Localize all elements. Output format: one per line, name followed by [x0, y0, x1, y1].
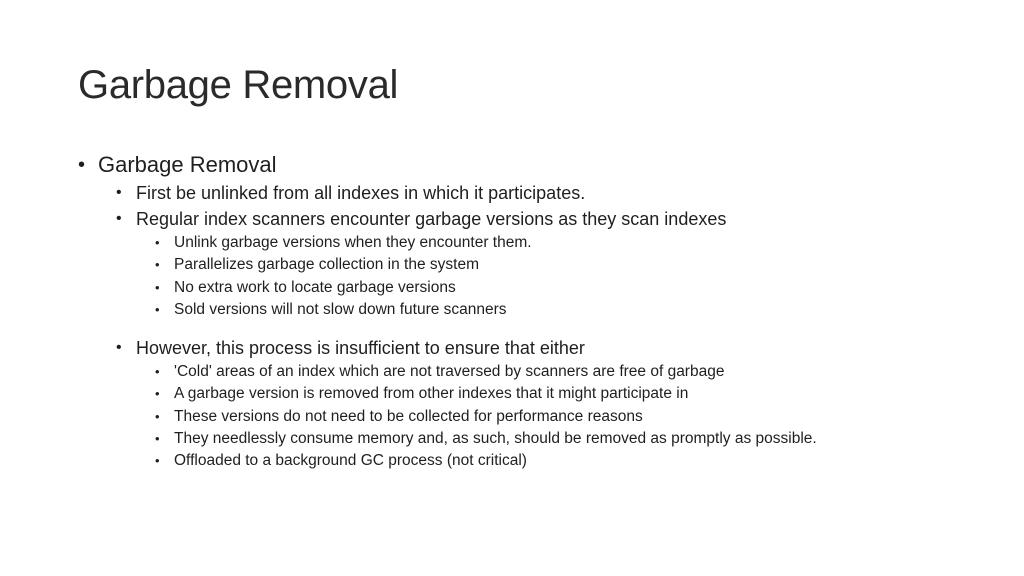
bullet-icon: •: [155, 279, 160, 295]
bullet-item-consume-memory: [155, 428, 978, 450]
bullet-icon: •: [116, 184, 122, 201]
bullet-text: However, this process is insufficient to ensure that either: [136, 338, 585, 359]
bullet-text: Offloaded to a background GC process (not critical): [174, 452, 527, 470]
bullet-text: 'Cold' areas of an index which are not traversed by scanners are free of garbage: [174, 363, 725, 381]
bullet-icon: •: [116, 339, 122, 357]
bullet-list: [78, 150, 978, 473]
bullet-item-no-extra-work: [155, 277, 978, 299]
bullet-icon: •: [155, 408, 160, 424]
bullet-item-insufficient: [116, 335, 978, 361]
bullet-icon: •: [155, 386, 160, 402]
slide-title: Garbage Removal: [78, 63, 399, 107]
bullet-icon: •: [155, 235, 160, 250]
bullet-item-removed-other-indexes: [155, 383, 978, 405]
bullet-text: Regular index scanners encounter garbage versions as they scan indexes: [136, 209, 727, 229]
bullet-text: These versions do not need to be collected for performance reasons: [174, 407, 643, 425]
bullet-icon: •: [155, 301, 160, 317]
bullet-text: Parallelizes garbage collection in the system: [174, 256, 479, 274]
bullet-item-regular-scanners: [116, 206, 978, 232]
bullet-text: Sold versions will not slow down future scanners: [174, 300, 507, 318]
bullet-text: They needlessly consume memory and, as such, should be removed as promptly as possible.: [174, 430, 817, 448]
bullet-icon: •: [155, 257, 160, 273]
bullet-icon: •: [155, 431, 160, 447]
bullet-icon: •: [155, 364, 160, 380]
bullet-item-sold-versions: [155, 299, 978, 321]
bullet-icon: •: [155, 453, 160, 469]
bullet-item-parallelizes: [155, 254, 978, 276]
bullet-text: Garbage Removal: [98, 152, 277, 177]
bullet-text: A garbage version is removed from other indexes that it might participate in: [174, 385, 689, 403]
bullet-item-garbage-removal: [78, 150, 978, 180]
spacer: [78, 321, 978, 335]
bullet-text: Unlink garbage versions when they encounter them.: [174, 234, 532, 251]
bullet-icon: •: [78, 154, 86, 176]
bullet-item-unlink-versions: [155, 232, 978, 254]
bullet-text: First be unlinked from all indexes in which it participates.: [136, 183, 586, 203]
bullet-icon: •: [116, 210, 122, 227]
bullet-item-offloaded: [155, 450, 978, 472]
bullet-item-unlinked: [116, 180, 978, 206]
bullet-item-cold-areas: [155, 361, 978, 383]
bullet-item-performance-reasons: [155, 406, 978, 428]
bullet-text: No extra work to locate garbage versions: [174, 278, 456, 296]
